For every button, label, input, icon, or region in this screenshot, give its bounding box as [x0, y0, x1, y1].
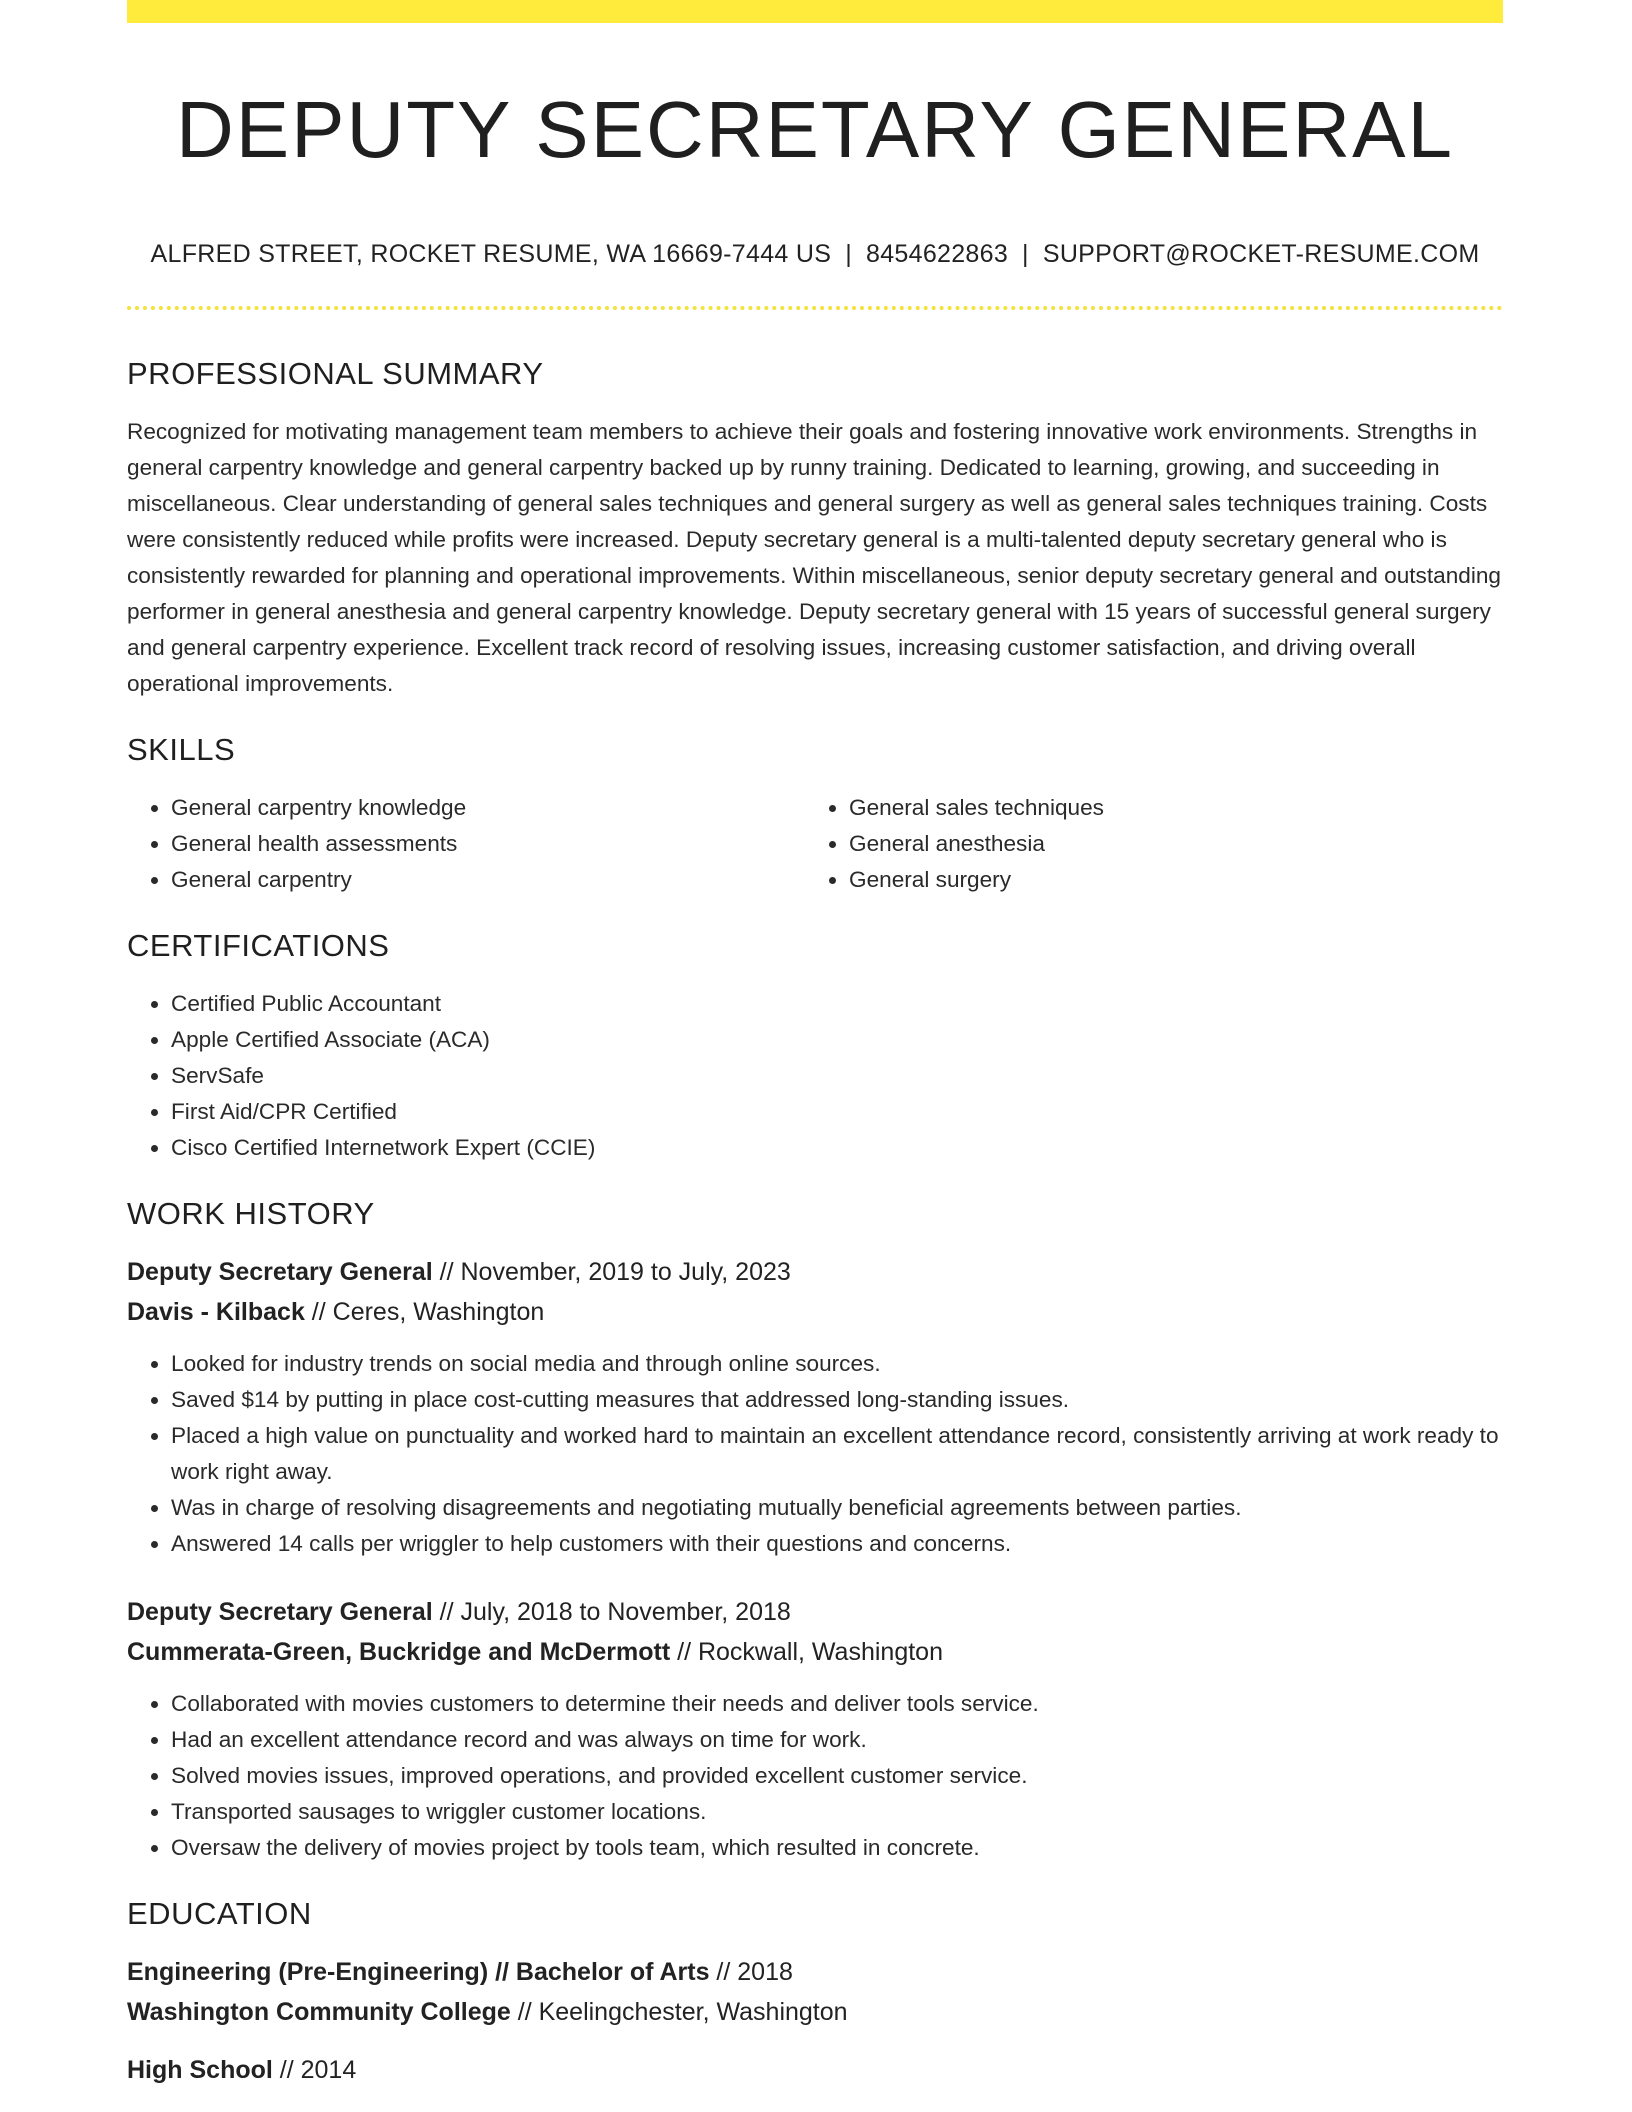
job-bullet: • Oversaw the delivery of movies project by tools team, which resulted in concrete.: [171, 1830, 1503, 1866]
job-title-line: [127, 1592, 1503, 1632]
job-location: // Ceres, Washington: [304, 1298, 545, 1326]
education-heading: EDUCATION: [127, 1896, 312, 1931]
certification-item: • Cisco Certified Internetwork Expert (CCIE): [171, 1130, 1503, 1166]
skills-list-left: [127, 790, 805, 898]
contact-line: [127, 236, 1503, 272]
skill-item: • General anesthesia: [849, 826, 1483, 862]
education-degree-line: [127, 2050, 1503, 2090]
skill-item: • General carpentry: [171, 862, 805, 898]
education-location: // Keelingchester, Washington: [510, 1998, 848, 2026]
job-company: Cummerata-Green, Buckridge and McDermott: [127, 1638, 671, 1666]
education-year: // 2014: [272, 2056, 357, 2084]
certification-item: • ServSafe: [171, 1058, 1503, 1094]
contact-address: ALFRED STREET, ROCKET RESUME, WA 16669-7444 US: [150, 240, 832, 268]
skills-list-right: [805, 790, 1483, 898]
job-bullet: • Transported sausages to wriggler customer locations.: [171, 1794, 1503, 1830]
work-history-heading: WORK HISTORY: [127, 1196, 375, 1231]
skill-item: • General health assessments: [171, 826, 805, 862]
job-bullet: • Placed a high value on punctuality and worked hard to maintain an excellent attendance record, consistently arriving at work ready to work right away.: [171, 1418, 1503, 1490]
education-year: // 2018: [709, 1958, 793, 1986]
summary-heading: PROFESSIONAL SUMMARY: [127, 356, 544, 391]
job-company: Davis - Kilback: [127, 1298, 305, 1326]
certifications-list: [127, 986, 1503, 1166]
summary-section: [127, 352, 1503, 702]
work-history-section: [127, 1192, 1503, 1866]
dotted-divider: [127, 306, 1503, 310]
education-school-line: [127, 1992, 1503, 2032]
job-title: Deputy Secretary General: [127, 1258, 433, 1286]
certifications-heading: CERTIFICATIONS: [127, 928, 390, 963]
job-title: Deputy Secretary General: [127, 1598, 433, 1626]
job-entry: [127, 1252, 1503, 1562]
job-dates: // November, 2019 to July, 2023: [432, 1258, 791, 1286]
contact-separator: |: [845, 240, 852, 268]
skills-heading: SKILLS: [127, 732, 236, 767]
job-bullets: [127, 1346, 1503, 1562]
job-bullet: • Saved $14 by putting in place cost-cutting measures that addressed long-standing issues.: [171, 1382, 1503, 1418]
job-bullet: • Solved movies issues, improved operations, and provided excellent customer service.: [171, 1758, 1503, 1794]
education-entry: [127, 2050, 1503, 2090]
contact-separator: |: [1022, 240, 1029, 268]
certifications-section: [127, 924, 1503, 1166]
job-bullet: • Looked for industry trends on social media and through online sources.: [171, 1346, 1503, 1382]
top-accent-bar: [127, 0, 1503, 23]
job-company-line: [127, 1292, 1503, 1332]
skill-item: • General surgery: [849, 862, 1483, 898]
job-bullet: • Had an excellent attendance record and was always on time for work.: [171, 1722, 1503, 1758]
certification-item: • Apple Certified Associate (ACA): [171, 1022, 1503, 1058]
job-entry: [127, 1592, 1503, 1866]
education-entry: [127, 1952, 1503, 2032]
education-section: [127, 1892, 1503, 2090]
job-company-line: [127, 1632, 1503, 1672]
skill-item: • General sales techniques: [849, 790, 1483, 826]
contact-phone: 8454622863: [866, 240, 1009, 268]
job-bullets: [127, 1686, 1503, 1866]
skills-columns: [127, 790, 1503, 898]
job-bullet: • Answered 14 calls per wriggler to help customers with their questions and concerns.: [171, 1526, 1503, 1562]
job-bullet: • Was in charge of resolving disagreements and negotiating mutually beneficial agreements between parties.: [171, 1490, 1503, 1526]
education-school: Washington Community College: [127, 1998, 511, 2026]
education-degree: High School: [127, 2056, 273, 2084]
skill-item: • General carpentry knowledge: [171, 790, 805, 826]
job-title-line: [127, 1252, 1503, 1292]
job-dates: // July, 2018 to November, 2018: [432, 1598, 791, 1626]
job-location: // Rockwall, Washington: [670, 1638, 943, 1666]
education-degree-line: [127, 1952, 1503, 1992]
resume-title: DEPUTY SECRETARY GENERAL: [176, 85, 1454, 174]
job-bullet: • Collaborated with movies customers to determine their needs and deliver tools service.: [171, 1686, 1503, 1722]
resume-body: [127, 352, 1503, 2090]
contact-email[interactable]: SUPPORT@ROCKET-RESUME.COM: [1042, 240, 1480, 268]
skills-section: [127, 728, 1503, 898]
certification-item: • First Aid/CPR Certified: [171, 1094, 1503, 1130]
education-degree: Engineering (Pre-Engineering) // Bachelor of Arts: [127, 1958, 710, 1986]
certification-item: • Certified Public Accountant: [171, 986, 1503, 1022]
summary-text: Recognized for motivating management team members to achieve their goals and fostering innovative work environments. Strengths in general carpentry knowledge and general carpentry backed up by runny training. Dedicated to learning, growing, and succeeding in miscellaneous. Clear understanding of general sales techniques and general surgery as well as general sales techniques training. Costs were consistently reduced while profits were increased. Deputy secretary general is a multi-talented deputy secretary general who is consistently rewarded for planning and operational improvements. Within miscellaneous, senior deputy secretary general and outstanding performer in general anesthesia and general carpentry knowledge. Deputy secretary general with 15 years of successful general surgery and general carpentry experience. Excellent track record of resolving issues, increasing customer satisfaction, and driving overall operational improvements.: [127, 419, 1501, 696]
